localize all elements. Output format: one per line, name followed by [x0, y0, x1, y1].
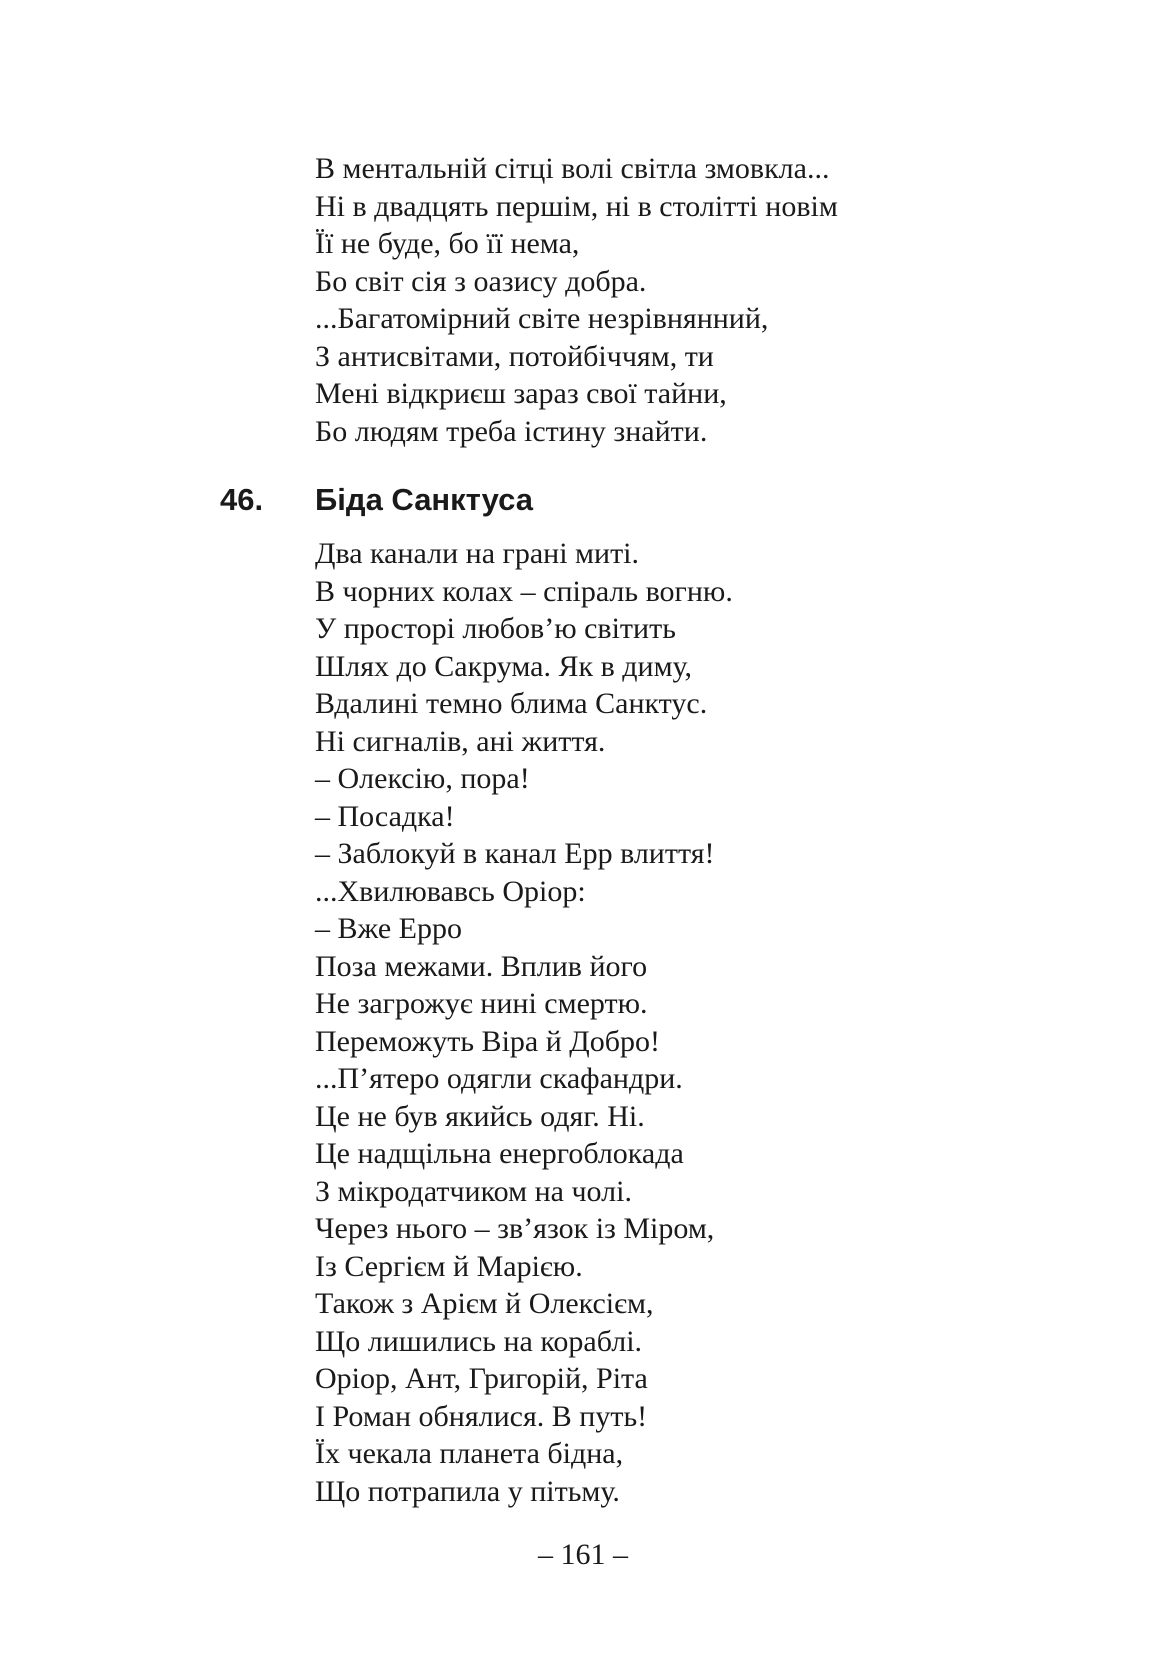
poem-line: З антисвітами, потойбіччям, ти: [315, 339, 714, 373]
poem-line: В ментальній сітці волі світла змовкла...: [315, 152, 830, 185]
poem-line: Переможуть Віра й Добро!: [315, 1024, 660, 1058]
poem-line: ...П’ятеро одягли скафандри.: [315, 1062, 683, 1095]
poem-line: Їх чекала планета бідна,: [315, 1437, 624, 1470]
poem-line: ...Хвилювавсь Оріор:: [315, 874, 586, 908]
poem-line: Це надщільна енергоблокада: [315, 1137, 684, 1170]
poem-line: Оріор, Ант, Григорій, Ріта: [315, 1362, 648, 1395]
poem-line: Із Сергієм й Марією.: [315, 1249, 583, 1283]
poem-line: Поза межами. Вплив його: [315, 949, 648, 983]
poem-line: І Роман обнялися. В путь!: [315, 1399, 648, 1433]
poem-line: Два канали на грані миті.: [315, 537, 640, 570]
poem-line: – Заблокуй в канал Ерр влиття!: [315, 837, 715, 870]
poem-line: Також з Арієм й Олексієм,: [315, 1287, 654, 1320]
poem-line: Ні сигналів, ані життя.: [315, 724, 606, 758]
page-number: – 161 –: [538, 1538, 628, 1571]
poem-body: [315, 535, 733, 1510]
chapter-number: 46.: [220, 482, 264, 517]
chapter-title: Біда Санктуса: [315, 482, 533, 517]
poem-line: Мені відкриєш зараз свої тайни,: [315, 377, 727, 410]
poem-line: Через нього – зв’язок із Міром,: [315, 1212, 715, 1245]
poem-line: Що потрапила у пітьму.: [315, 1474, 620, 1508]
poem-line: У просторі любов’ю світить: [315, 612, 676, 645]
poem-line: Шлях до Сакрума. Як в диму,: [315, 649, 693, 683]
poem-line: Бо світ сія з оазису добра.: [315, 264, 647, 298]
poem-line: З мікродатчиком на чолі.: [315, 1174, 632, 1208]
poem-line: Не загрожує нині смертю.: [315, 987, 648, 1020]
poem-line: ...Багатомірний світе незрівнянний,: [315, 302, 769, 335]
poem-line: Це не був якийсь одяг. Ні.: [315, 1099, 645, 1133]
intro-stanza: [315, 150, 838, 450]
chapter-heading: [220, 480, 533, 520]
poem-line: – Вже Ерро: [315, 912, 462, 945]
poem-line: Бо людям треба істину знайти.: [315, 414, 708, 448]
poem-line: В чорних колах – спіраль вогню.: [315, 574, 733, 608]
poem-line: Ні в двадцять першім, ні в столітті новім: [315, 189, 838, 223]
poem-line: Вдалині темно блима Санктус.: [315, 687, 708, 720]
poem-line: – Олексію, пора!: [315, 762, 530, 795]
poem-line: Її не буде, бо її нема,: [315, 227, 580, 260]
poem-line: Що лишились на кораблі.: [315, 1324, 643, 1358]
poem-line: – Посадка!: [315, 799, 455, 833]
